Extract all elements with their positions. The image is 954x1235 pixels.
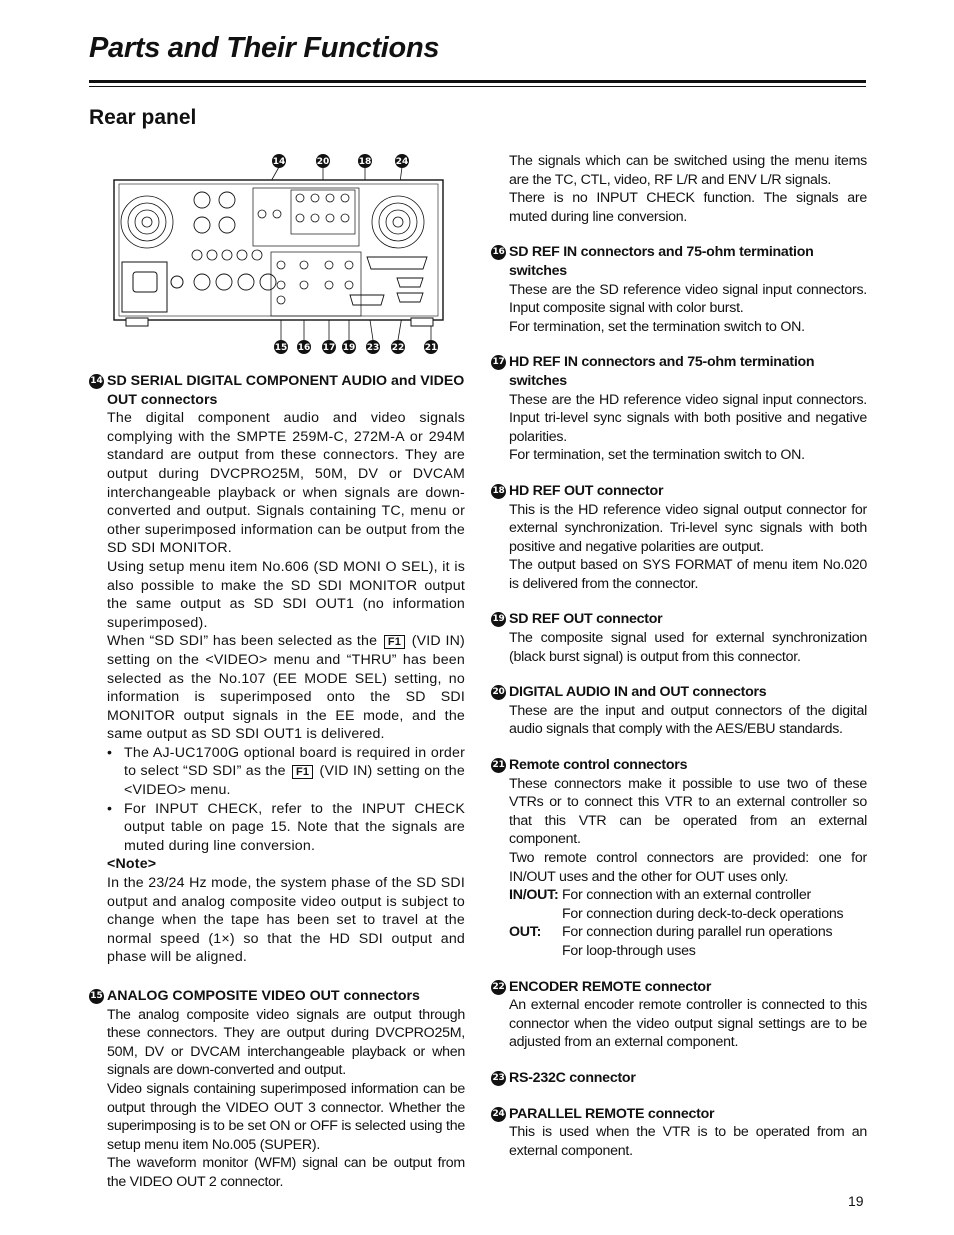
entry-18-paragraph-2: The output based on SYS FORMAT of menu item No.020 is delivered from the connector. — [509, 557, 867, 592]
entry-24-number: 24 — [491, 1107, 506, 1122]
entry-16-paragraph-1: These are the SD reference video signal input connectors. Input composite signal with color burst. — [509, 281, 867, 317]
entry-14-bullet-2: • For INPUT CHECK, refer to the INPUT CHECK output table on page 15. Note that the signals are muted during line conversion. — [107, 800, 465, 854]
callout-22: 22 — [391, 343, 405, 353]
entry-21-title: Remote control connectors — [509, 757, 688, 774]
entry-17-paragraph-2: For termination, set the termination switch to ON. — [509, 447, 805, 464]
entry-19-number: 19 — [491, 612, 506, 627]
entry-21-number: 21 — [491, 758, 506, 773]
left-column — [89, 372, 465, 1209]
entry-23-number: 23 — [491, 1071, 506, 1086]
entry-22-heading — [491, 978, 867, 997]
callout-16: 16 — [297, 343, 311, 353]
entry-24-paragraph-1: This is used when the VTR is to be operated from an external component. — [509, 1124, 867, 1159]
entry-18 — [491, 482, 867, 594]
entry-15-number: 15 — [89, 989, 104, 1004]
entry-22-paragraph-1: An external encoder remote controller is connected to this connector when the video output signal settings are to be adjusted from an external component. — [509, 997, 867, 1051]
entry-23-heading — [491, 1069, 867, 1088]
entry-15-title: ANALOG COMPOSITE VIDEO OUT connectors — [107, 988, 420, 1004]
entry-20-paragraph-1: These are the input and output connectors of the digital audio signals that comply with the AES/EBU standards. — [509, 702, 867, 738]
entry-17-paragraph-1: These are the HD reference video signal input connectors. Input tri-level sync signals with both positive and negative polarities. — [509, 391, 867, 445]
entry-20-title: DIGITAL AUDIO IN and OUT connectors — [509, 684, 767, 701]
entry-19 — [491, 610, 867, 666]
callout-21: 21 — [424, 343, 438, 353]
entry-14-heading — [89, 372, 465, 409]
entry-14 — [89, 372, 465, 967]
entry-23-title: RS-232C connector — [509, 1069, 636, 1086]
entry-20-number: 20 — [491, 685, 506, 700]
entry-16-paragraph-2: For termination, set the termination switch to ON. — [509, 318, 805, 335]
f1-key-label: F1 — [384, 635, 405, 649]
entry-21 — [491, 756, 867, 961]
entry-14-continued — [491, 152, 867, 226]
remote-use-list — [509, 886, 867, 960]
entry-20 — [491, 683, 867, 739]
entry-18-title: HD REF OUT connector — [509, 482, 664, 499]
entry-22-title: ENCODER REMOTE connector — [509, 978, 712, 995]
callout-15: 15 — [274, 343, 288, 353]
entry-22 — [491, 978, 867, 1052]
section-title: Rear panel — [89, 106, 197, 129]
entry-21-heading — [491, 756, 867, 775]
continued-paragraph-1: The signals which can be switched using the menu items are the TC, CTL, video, RF L/R and ENV L/R signals. — [509, 153, 867, 188]
entry-18-number: 18 — [491, 484, 506, 499]
entry-18-heading — [491, 482, 867, 501]
callout-23: 23 — [366, 343, 380, 353]
remote-use-out: OUT: For connection during parallel run operations For loop-through uses — [509, 924, 833, 959]
entry-14-paragraph-3: When “SD SDI” has been selected as the F1 (VID IN) setting on the <VIDEO> menu and “THRU” has been selected as the No.107 (EE MODE SEL) setting, no information is superimposed onto the SD SDI MONITOR output signals in the EE mode, and the same output as SD SDI OUT1 is delivered. — [107, 633, 465, 743]
entry-16 — [491, 243, 867, 336]
entry-21-paragraph-1: These connectors make it possible to use two of these VTRs or to connect this VTR to an external controller so that this VTR can be operated from an external component. — [509, 775, 867, 848]
title-rule-thick — [89, 80, 866, 83]
page-number: 19 — [848, 1193, 864, 1209]
note-label: <Note> — [107, 856, 157, 873]
remote-use-in-out: IN/OUT: For connection with an external controller For connection during deck-to-deck operations — [509, 887, 844, 922]
continued-paragraph-2: There is no INPUT CHECK function. The signals are muted during line conversion. — [509, 190, 867, 225]
entry-14-number: 14 — [89, 374, 104, 389]
callout-19: 19 — [342, 343, 356, 353]
callout-18: 18 — [358, 157, 372, 167]
callout-17: 17 — [322, 343, 336, 353]
entry-23 — [491, 1069, 867, 1088]
callout-20: 20 — [316, 157, 330, 167]
title-rule-thin — [89, 86, 866, 87]
right-column — [491, 152, 867, 1177]
entry-16-number: 16 — [491, 245, 506, 260]
entry-14-note: In the 23/24 Hz mode, the system phase of the SD SDI output and analog composite video output is subject to change when the tape has been set to travel at the normal speed (1×) so that the HD SDI output and phase will be aligned. — [107, 875, 465, 966]
entry-16-heading — [491, 243, 867, 280]
entry-19-paragraph-1: The composite signal used for external synchronization (black burst signal) is output from this connector. — [509, 630, 867, 665]
entry-15 — [89, 987, 465, 1192]
entry-24-title: PARALLEL REMOTE connector — [509, 1105, 715, 1122]
entry-14-bullet-1: • The AJ-UC1700G optional board is required in order to select “SD SDI” as the F1 (VID IN) setting on the <VIDEO> menu. — [107, 744, 465, 799]
f1-key-label: F1 — [292, 765, 313, 779]
entry-20-heading — [491, 683, 867, 702]
entry-15-paragraph-2: Video signals containing superimposed information can be output through the VIDEO OUT 3 connector. Whether the superimposing is to be set ON or OFF is selected using the setup menu item No.005 (SUPER). — [107, 1080, 465, 1153]
entry-19-title: SD REF OUT connector — [509, 611, 663, 628]
entry-21-paragraph-2: Two remote control connectors are provided: one for IN/OUT uses and the other for OUT uses only. — [509, 850, 867, 885]
entry-19-heading — [491, 610, 867, 629]
entry-15-paragraph-1: The analog composite video signals are output through these connectors. They are output during DVCPRO25M, 50M, DV or DVCAM interchangeable playback or when signals are down-converted and output. — [107, 1006, 465, 1079]
entry-17-heading — [491, 353, 867, 390]
page-title: Parts and Their Functions — [89, 32, 440, 64]
entry-24 — [491, 1105, 867, 1161]
entry-17-number: 17 — [491, 355, 506, 370]
entry-18-paragraph-1: This is the HD reference video signal output connector for external synchronization. Tri-level sync signals with both positive and negative polarities are output. — [509, 501, 867, 555]
entry-14-title: SD SERIAL DIGITAL COMPONENT AUDIO and VIDEO OUT connectors — [107, 373, 465, 408]
entry-17 — [491, 353, 867, 465]
callout-24: 24 — [395, 157, 409, 167]
entry-14-paragraph-1: The digital component audio and video signals complying with the SMPTE 259M-C, 272M-A or 294M standard are output from these connectors. They are output during DVCPRO25M, 50M, DV or DVCAM interchangeable playback or when signals are down-converted and output. Signals containing TC, menu or other superimposed information can be output from the SD SDI MONITOR. — [107, 410, 465, 557]
entry-17-title: HD REF IN connectors and 75-ohm termination switches — [509, 354, 815, 389]
rear-panel-illustration — [105, 150, 450, 360]
entry-15-heading — [89, 987, 465, 1006]
entry-22-number: 22 — [491, 980, 506, 995]
entry-14-paragraph-2: Using setup menu item No.606 (SD MONI O SEL), it is also possible to make the SD SDI MONITOR output the same output as SD SDI OUT1 (no information superimposed). — [107, 558, 465, 631]
entry-16-title: SD REF IN connectors and 75-ohm termination switches — [509, 244, 814, 279]
entry-15-paragraph-3: The waveform monitor (WFM) signal can be output from the VIDEO OUT 2 connector. — [107, 1155, 465, 1190]
entry-24-heading — [491, 1105, 867, 1124]
callout-14: 14 — [272, 157, 286, 167]
